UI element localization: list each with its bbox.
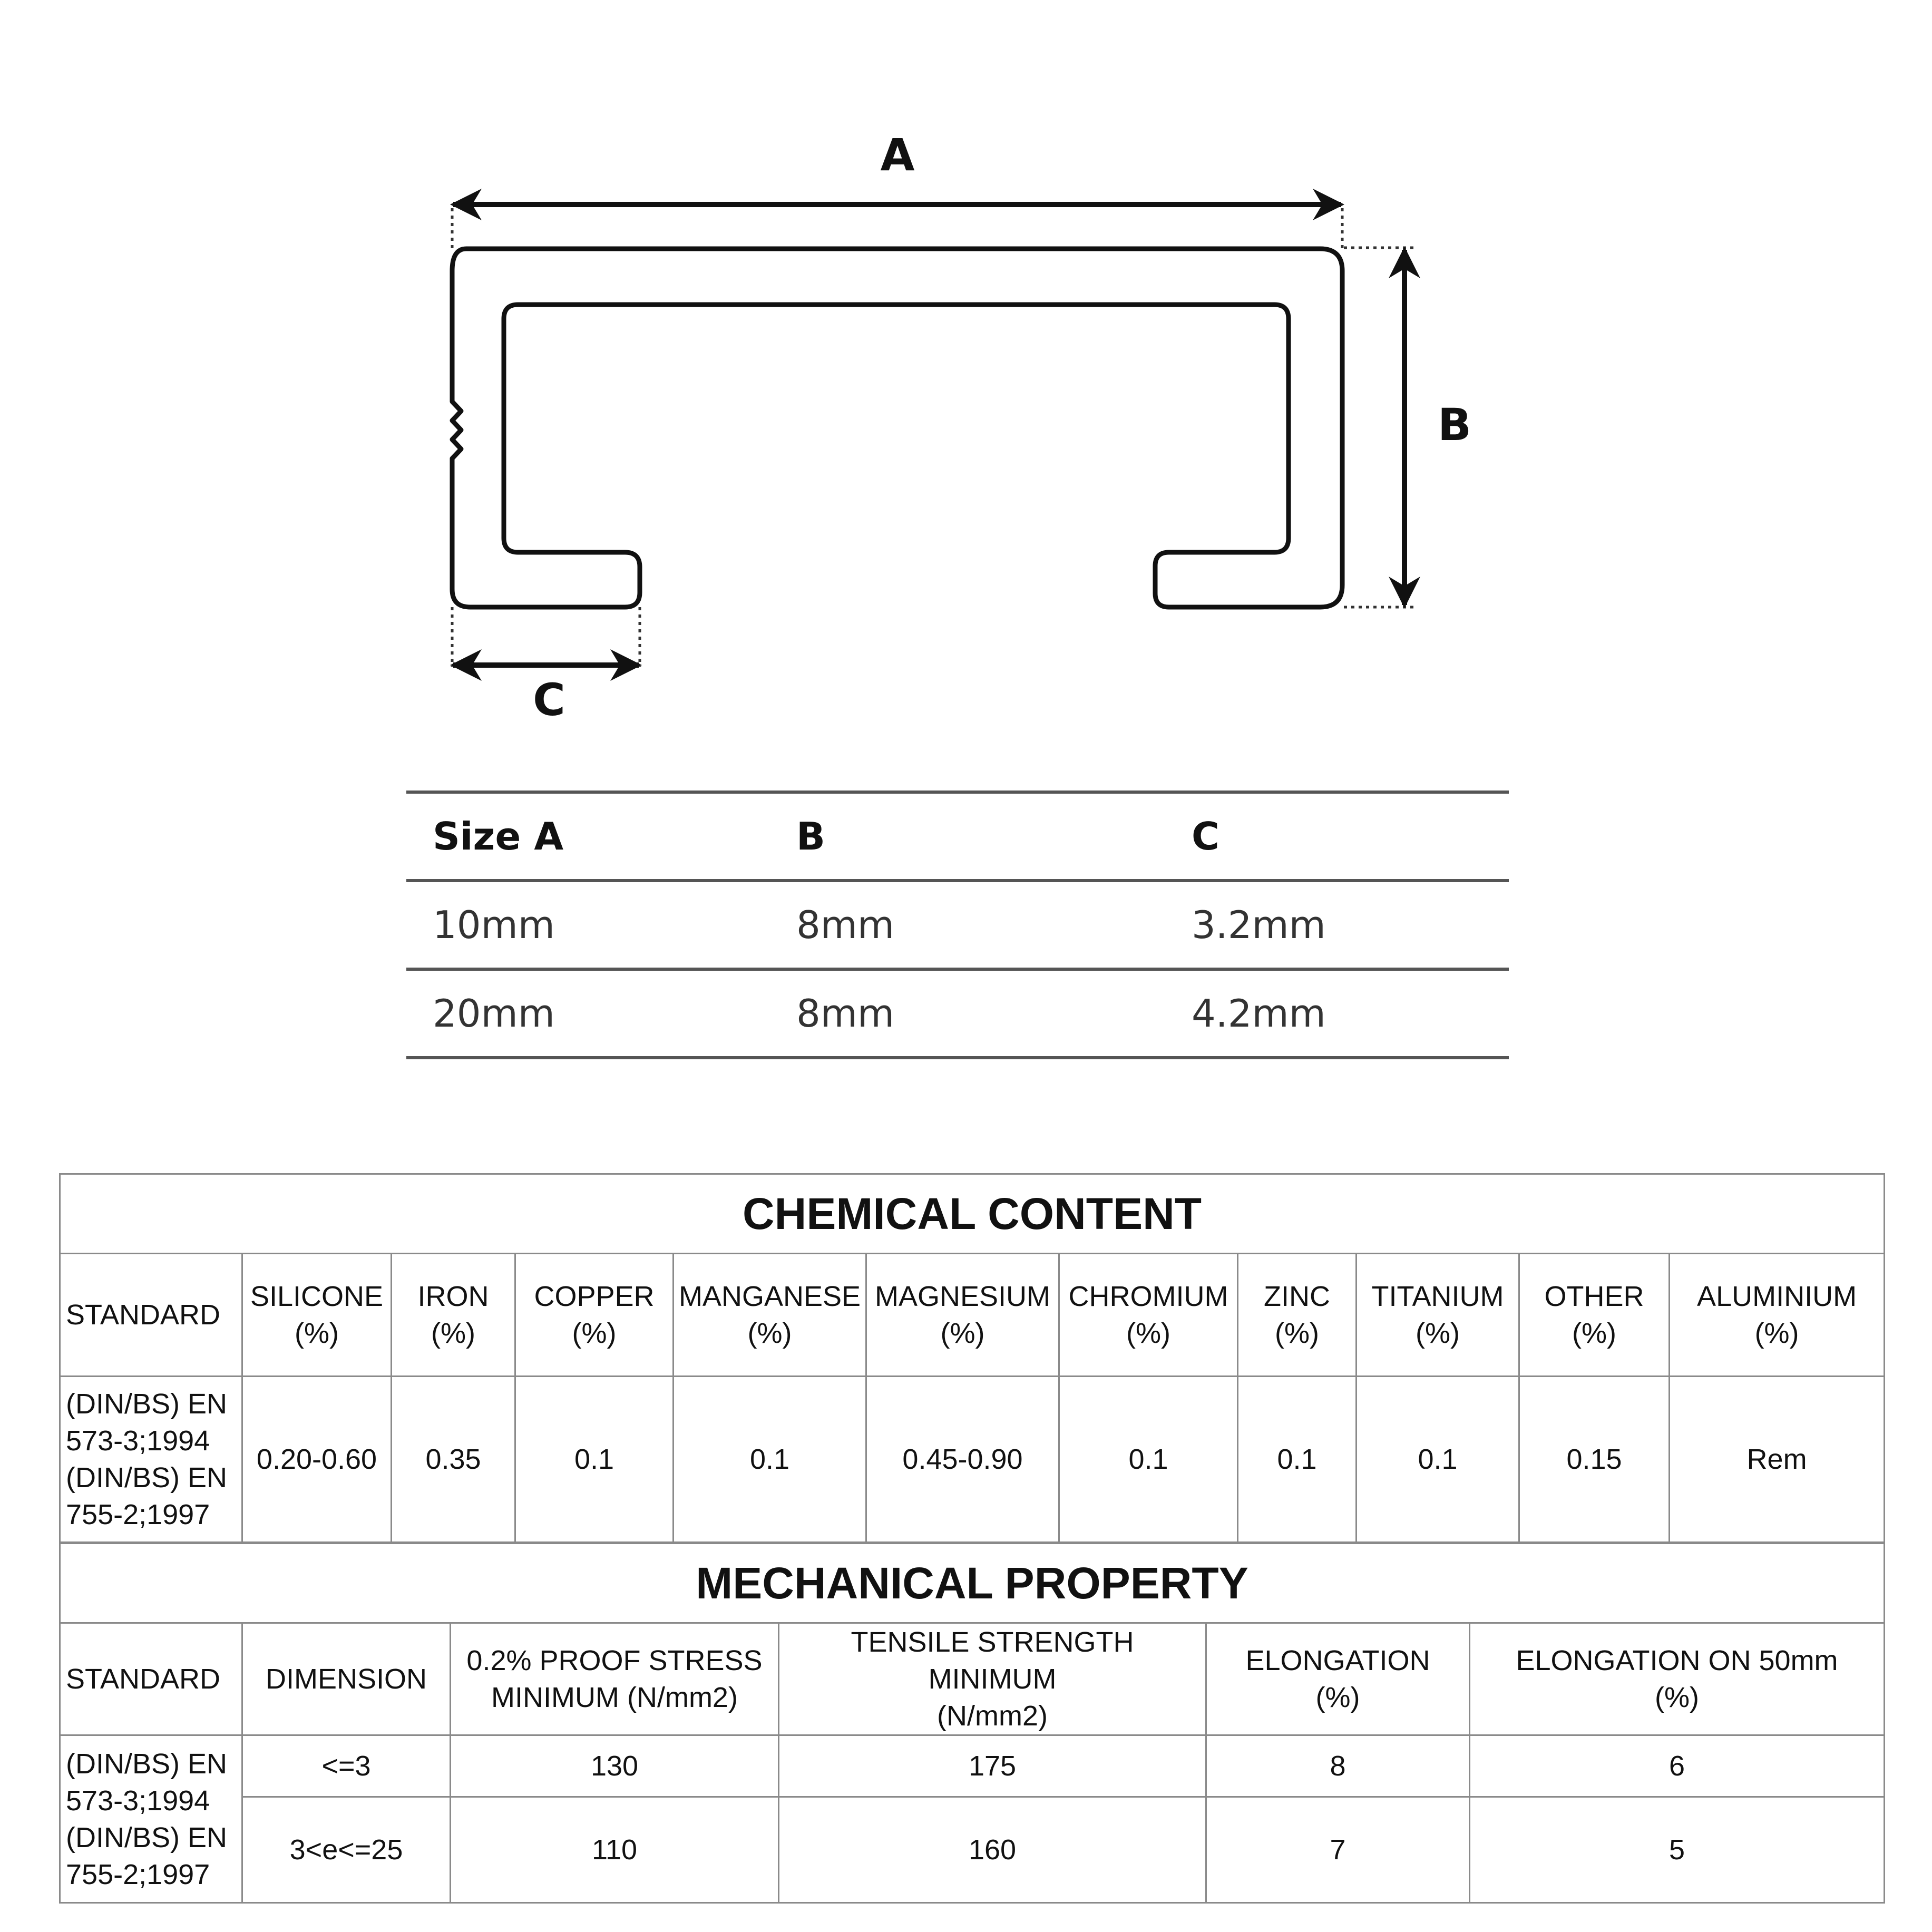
mechanical-header-line: ELONGATION ON 50mm: [1516, 1645, 1838, 1676]
mechanical-cell-proof-stress: 110: [451, 1797, 779, 1903]
mechanical-cell-tensile-strength: 175: [779, 1735, 1206, 1797]
chemical-value-titanium: 0.1: [1357, 1377, 1519, 1543]
chemical-header-row: [60, 1254, 1885, 1377]
standard-line: 755-2;1997: [66, 1499, 210, 1530]
chemical-value-silicone: 0.20-0.60: [242, 1377, 392, 1543]
mechanical-header-line: TENSILE STRENGTH MINIMUM: [851, 1626, 1134, 1695]
mechanical-header-line: MINIMUM (N/mm2): [491, 1682, 738, 1713]
standard-line: (DIN/BS) EN: [66, 1748, 228, 1780]
chemical-header-standard: STANDARD: [60, 1254, 242, 1377]
chemical-value-magnesium: 0.45-0.90: [866, 1377, 1059, 1543]
standard-line: 573-3;1994: [66, 1425, 210, 1457]
dimension-label-b: B: [1437, 399, 1472, 451]
chemical-value-aluminium: Rem: [1670, 1377, 1885, 1543]
mechanical-cell-dimension: 3<e<=25: [242, 1797, 451, 1903]
mechanical-property-title: MECHANICAL PROPERTY: [60, 1544, 1885, 1623]
standard-line: 755-2;1997: [66, 1858, 210, 1890]
size-cell-c: 3.2mm: [1165, 881, 1509, 969]
mechanical-row: [60, 1797, 1885, 1903]
dimension-label-a: A: [880, 129, 915, 181]
mechanical-row: [60, 1735, 1885, 1797]
mechanical-header-line: (%): [1655, 1682, 1699, 1713]
chemical-header-copper: [515, 1254, 674, 1377]
chemical-value-manganese: 0.1: [674, 1377, 866, 1543]
size-table-header-row: [406, 792, 1509, 881]
mechanical-header-line: ELONGATION: [1245, 1645, 1430, 1676]
mechanical-property-table: [59, 1543, 1885, 1904]
chemical-header-aluminium: [1670, 1254, 1885, 1377]
chemical-value-chromium: 0.1: [1059, 1377, 1238, 1543]
standard-line: (DIN/BS) EN: [66, 1821, 228, 1853]
mechanical-header-standard: STANDARD: [60, 1623, 242, 1735]
size-cell-b: 8mm: [770, 881, 1165, 969]
standard-line: 573-3;1994: [66, 1784, 210, 1817]
mechanical-cell-elongation: 7: [1206, 1797, 1470, 1903]
chemical-content-table: [59, 1173, 1885, 1543]
mechanical-cell-dimension: <=3: [242, 1735, 451, 1797]
standard-line: (DIN/BS) EN: [66, 1388, 228, 1420]
chemical-header-unit: (%): [1754, 1318, 1799, 1349]
size-cell-a: 10mm: [406, 881, 770, 969]
profile-diagram: [0, 0, 1932, 791]
dimension-label-c: C: [533, 674, 565, 726]
mechanical-header-line: 0.2% PROOF STRESS: [466, 1645, 763, 1676]
chemical-header-zinc: [1238, 1254, 1357, 1377]
chemical-header-name: MANGANESE: [678, 1281, 861, 1312]
chemical-header-chromium: [1059, 1254, 1238, 1377]
chemical-header-name: COPPER: [534, 1281, 655, 1312]
size-table-row: [406, 969, 1509, 1058]
chemical-header-other: [1519, 1254, 1670, 1377]
channel-profile-outer: [452, 249, 1342, 607]
chemical-header-name: TITANIUM: [1371, 1281, 1504, 1312]
chemical-header-iron: [392, 1254, 515, 1377]
chemical-header-name: MAGNESIUM: [874, 1281, 1051, 1312]
mechanical-cell-elongation-50mm: 6: [1470, 1735, 1885, 1797]
chemical-header-unit: (%): [747, 1318, 792, 1349]
mechanical-header-dimension: DIMENSION: [242, 1623, 451, 1735]
chemical-header-unit: (%): [1572, 1318, 1616, 1349]
mechanical-cell-proof-stress: 130: [451, 1735, 779, 1797]
chemical-header-magnesium: [866, 1254, 1059, 1377]
chemical-header-name: SILICONE: [250, 1281, 384, 1312]
mechanical-header-line: (N/mm2): [937, 1700, 1048, 1732]
mechanical-standard-cell: [60, 1735, 242, 1903]
chemical-value-other: 0.15: [1519, 1377, 1670, 1543]
chemical-header-name: ALUMINIUM: [1697, 1281, 1857, 1312]
chemical-content-title: CHEMICAL CONTENT: [60, 1174, 1885, 1254]
size-table-row: [406, 881, 1509, 969]
chemical-header-manganese: [674, 1254, 866, 1377]
chemical-header-unit: (%): [1126, 1318, 1170, 1349]
chemical-value-iron: 0.35: [392, 1377, 515, 1543]
chemical-header-unit: (%): [940, 1318, 985, 1349]
chemical-header-unit: (%): [572, 1318, 617, 1349]
chemical-header-name: ZINC: [1264, 1281, 1330, 1312]
chemical-header-titanium: [1357, 1254, 1519, 1377]
standard-line: (DIN/BS) EN: [66, 1462, 228, 1494]
mechanical-header-tensile-strength: [779, 1623, 1206, 1735]
size-cell-a: 20mm: [406, 969, 770, 1058]
size-cell-b: 8mm: [770, 969, 1165, 1058]
mechanical-header-line: (%): [1315, 1682, 1360, 1713]
chemical-values-row: [60, 1377, 1885, 1543]
size-header-b: B: [770, 792, 1165, 881]
mechanical-cell-elongation-50mm: 5: [1470, 1797, 1885, 1903]
chemical-header-silicone: [242, 1254, 392, 1377]
size-table: [406, 791, 1509, 1059]
chemical-header-name: IRON: [417, 1281, 489, 1312]
size-header-c: C: [1165, 792, 1509, 881]
size-header-a: Size A: [406, 792, 770, 881]
mechanical-header-proof-stress: [451, 1623, 779, 1735]
mechanical-header-elongation: [1206, 1623, 1470, 1735]
chemical-standard-cell: [60, 1377, 242, 1543]
mechanical-header-row: [60, 1623, 1885, 1735]
chemical-value-copper: 0.1: [515, 1377, 674, 1543]
mechanical-cell-elongation: 8: [1206, 1735, 1470, 1797]
mechanical-cell-tensile-strength: 160: [779, 1797, 1206, 1903]
chemical-header-unit: (%): [431, 1318, 475, 1349]
chemical-header-name: OTHER: [1544, 1281, 1644, 1312]
chemical-header-unit: (%): [1416, 1318, 1460, 1349]
mechanical-header-elongation-50mm: [1470, 1623, 1885, 1735]
chemical-header-unit: (%): [295, 1318, 339, 1349]
chemical-value-zinc: 0.1: [1238, 1377, 1357, 1543]
chemical-header-name: CHROMIUM: [1068, 1281, 1228, 1312]
chemical-header-unit: (%): [1275, 1318, 1319, 1349]
size-cell-c: 4.2mm: [1165, 969, 1509, 1058]
